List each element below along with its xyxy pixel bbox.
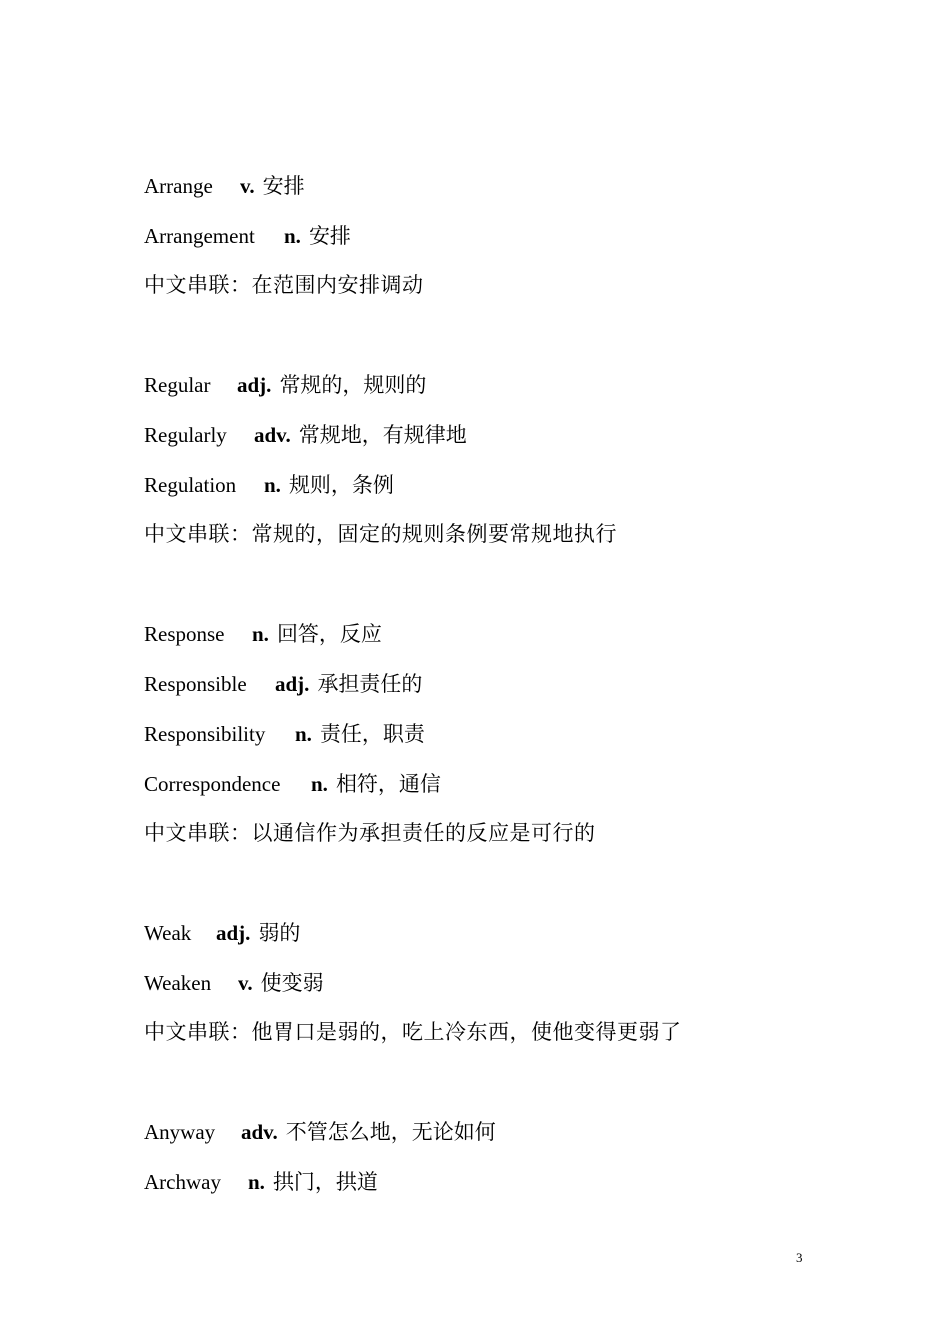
vocab-word: Responsible [144,672,247,696]
vocab-word: Correspondence [144,772,281,796]
vocab-word: Response [144,622,225,646]
part-of-speech: adj. [237,373,272,397]
vocab-entry [144,222,351,250]
vocab-entry [144,969,324,997]
vocab-entry [144,1168,378,1196]
part-of-speech: n. [264,473,281,497]
vocab-meaning: 回答，反应 [276,622,382,646]
vocab-entry [144,471,394,499]
part-of-speech: adj. [275,672,310,696]
vocab-word: Anyway [144,1120,216,1144]
vocab-entry [144,620,382,648]
vocab-meaning: 常规地，有规律地 [298,423,467,447]
part-of-speech: v. [238,971,253,995]
page-number: 3 [796,1250,803,1265]
chinese-chain-sentence: 中文串联：在范围内安排调动 [144,273,424,297]
vocab-meaning: 弱的 [258,921,301,945]
vocab-meaning: 规则，条例 [288,473,394,497]
chinese-chain-sentence: 中文串联：常规的，固定的规则条例要常规地执行 [144,522,617,546]
vocab-meaning: 责任，职责 [319,722,425,746]
part-of-speech: n. [295,722,312,746]
part-of-speech: n. [311,772,328,796]
chinese-chain-sentence: 中文串联：以通信作为承担责任的反应是可行的 [144,821,596,845]
vocab-entry [144,172,305,200]
vocab-meaning: 使变弱 [260,971,324,995]
vocab-meaning: 安排 [308,224,351,248]
vocab-entry [144,421,467,449]
part-of-speech: adv. [254,423,291,447]
vocab-entry [144,720,425,748]
vocab-word: Regulation [144,473,237,497]
vocab-entry [144,919,300,947]
vocab-meaning: 拱门，拱道 [272,1170,378,1194]
vocab-word: Responsibility [144,722,266,746]
vocab-entry [144,670,422,698]
part-of-speech: adj. [216,921,251,945]
vocab-entry [144,1118,496,1146]
vocab-word: Arrange [144,174,213,198]
vocab-meaning: 不管怎么地，无论如何 [285,1120,496,1144]
vocab-entry [144,770,441,798]
vocab-meaning: 安排 [262,174,305,198]
vocab-meaning: 相符，通信 [335,772,441,796]
vocab-word: Archway [144,1170,221,1194]
vocab-entry [144,371,426,399]
part-of-speech: n. [284,224,301,248]
vocab-word: Regularly [144,423,227,447]
vocab-word: Regular [144,373,211,397]
vocab-word: Weak [144,921,192,945]
vocab-word: Weaken [144,971,212,995]
part-of-speech: n. [252,622,269,646]
part-of-speech: n. [248,1170,265,1194]
vocab-meaning: 承担责任的 [317,672,423,696]
part-of-speech: v. [240,174,255,198]
vocab-meaning: 常规的，规则的 [279,373,427,397]
chinese-chain-sentence: 中文串联：他胃口是弱的，吃上冷东西，使他变得更弱了 [144,1020,682,1044]
vocab-word: Arrangement [144,224,255,248]
part-of-speech: adv. [241,1120,278,1144]
